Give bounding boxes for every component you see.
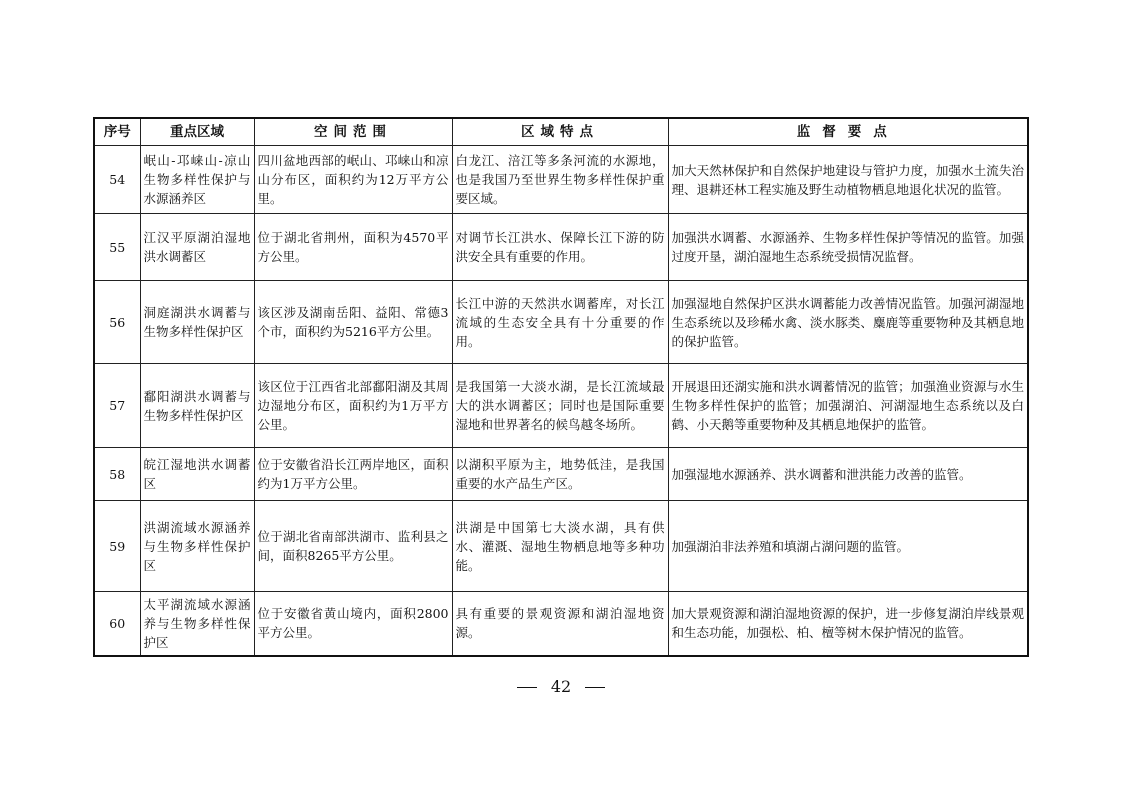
row-no: 54 (94, 146, 140, 214)
table-row (94, 448, 1028, 501)
row-points: 加大景观资源和湖泊湿地资源的保护，进一步修复湖泊岸线景观和生态功能，加强松、柏、檀等树木保护情况的监管。 (668, 592, 1028, 656)
row-feature: 以湖积平原为主，地势低洼，是我国重要的水产品生产区。 (452, 448, 668, 501)
table-row (94, 214, 1028, 281)
row-feature: 对调节长江洪水、保障长江下游的防洪安全具有重要的作用。 (452, 214, 668, 281)
row-area: 鄱阳湖洪水调蓄与生物多样性保护区 (140, 364, 254, 448)
row-feature: 长江中游的天然洪水调蓄库，对长江流域的生态安全具有十分重要的作用。 (452, 281, 668, 364)
row-scope: 位于安徽省黄山境内，面积2800平方公里。 (254, 592, 452, 656)
table-row (94, 281, 1028, 364)
row-area: 太平湖流域水源涵养与生物多样性保护区 (140, 592, 254, 656)
footer-dash-right (585, 687, 605, 688)
row-points: 加强湿地水源涵养、洪水调蓄和泄洪能力改善的监管。 (668, 448, 1028, 501)
row-feature: 白龙江、涪江等多条河流的水源地，也是我国乃至世界生物多样性保护重要区域。 (452, 146, 668, 214)
table-row (94, 501, 1028, 592)
row-area: 江汉平原湖泊湿地洪水调蓄区 (140, 214, 254, 281)
table-row (94, 592, 1028, 656)
row-area: 岷山-邛崃山-凉山生物多样性保护与水源涵养区 (140, 146, 254, 214)
table-row (94, 146, 1028, 214)
row-area: 洞庭湖洪水调蓄与生物多样性保护区 (140, 281, 254, 364)
page-number: 42 (550, 677, 572, 696)
row-no: 56 (94, 281, 140, 364)
row-scope: 位于安徽省沿长江两岸地区，面积约为1万平方公里。 (254, 448, 452, 501)
document-page (93, 117, 1027, 657)
row-feature: 洪湖是中国第七大淡水湖，具有供水、灌溉、湿地生物栖息地等多种功能。 (452, 501, 668, 592)
row-feature: 是我国第一大淡水湖，是长江流域最大的洪水调蓄区；同时也是国际重要湿地和世界著名的候鸟越冬场所。 (452, 364, 668, 448)
row-points: 加强洪水调蓄、水源涵养、生物多样性保护等情况的监管。加强过度开垦，湖泊湿地生态系统受损情况监督。 (668, 214, 1028, 281)
header-no: 序号 (94, 118, 140, 146)
row-no: 58 (94, 448, 140, 501)
table-header-row (94, 118, 1028, 146)
row-points: 加强湖泊非法养殖和填湖占湖问题的监管。 (668, 501, 1028, 592)
row-points: 加强湿地自然保护区洪水调蓄能力改善情况监管。加强河湖湿地生态系统以及珍稀水禽、淡水豚类、麋鹿等重要物种及其栖息地的保护监管。 (668, 281, 1028, 364)
row-scope: 四川盆地西部的岷山、邛崃山和凉山分布区，面积约为12万平方公里。 (254, 146, 452, 214)
header-points: 监督要点 (668, 118, 1028, 146)
regions-table (93, 117, 1029, 657)
row-area: 洪湖流域水源涵养与生物多样性保护区 (140, 501, 254, 592)
row-scope: 该区涉及湖南岳阳、益阳、常德3个市，面积约为5216平方公里。 (254, 281, 452, 364)
row-no: 60 (94, 592, 140, 656)
row-points: 加大天然林保护和自然保护地建设与管护力度，加强水土流失治理、退耕还林工程实施及野生动植物栖息地退化状况的监管。 (668, 146, 1028, 214)
row-scope: 该区位于江西省北部鄱阳湖及其周边湿地分布区，面积约为1万平方公里。 (254, 364, 452, 448)
header-feature: 区域特点 (452, 118, 668, 146)
row-points: 开展退田还湖实施和洪水调蓄情况的监管；加强渔业资源与水生生物多样性保护的监管；加强湖泊、河湖湿地生态系统以及白鹤、小天鹅等重要物种及其栖息地保护的监管。 (668, 364, 1028, 448)
row-no: 59 (94, 501, 140, 592)
row-area: 皖江湿地洪水调蓄区 (140, 448, 254, 501)
footer-dash-left (517, 687, 537, 688)
row-no: 55 (94, 214, 140, 281)
row-scope: 位于湖北省南部洪湖市、监利县之间，面积8265平方公里。 (254, 501, 452, 592)
header-area: 重点区域 (140, 118, 254, 146)
header-scope: 空间范围 (254, 118, 452, 146)
page-footer (0, 677, 1122, 696)
row-no: 57 (94, 364, 140, 448)
row-scope: 位于湖北省荆州，面积为4570平方公里。 (254, 214, 452, 281)
row-feature: 具有重要的景观资源和湖泊湿地资源。 (452, 592, 668, 656)
table-row (94, 364, 1028, 448)
